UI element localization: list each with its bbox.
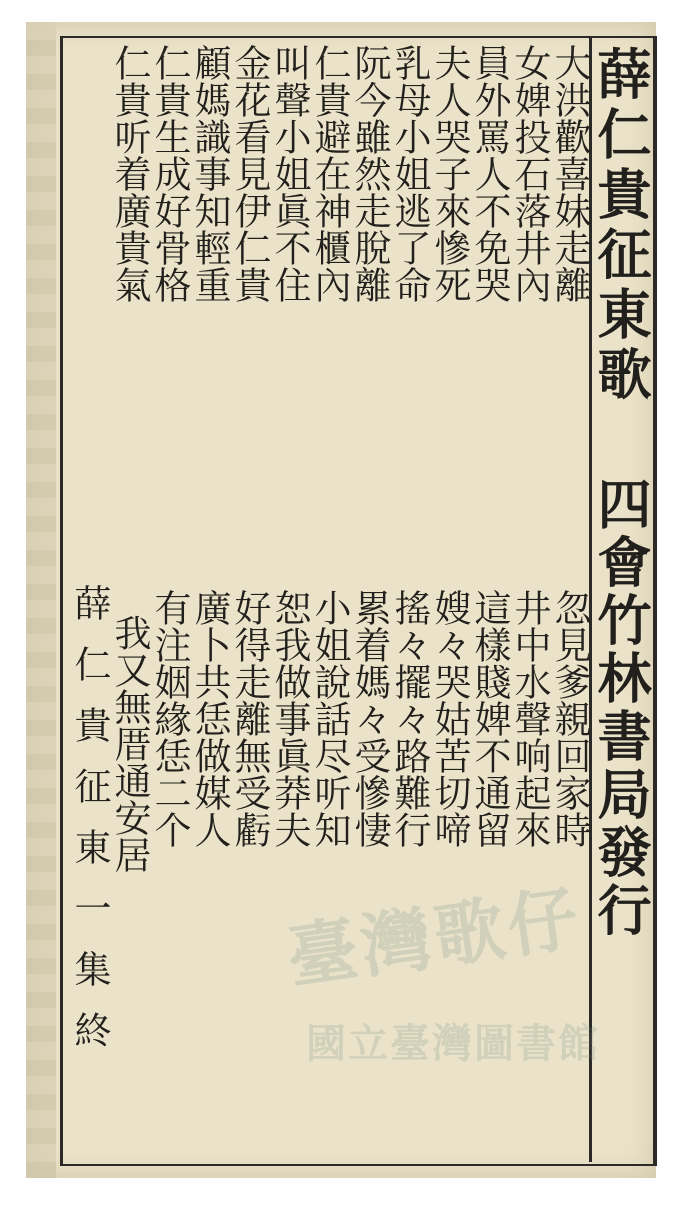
verse-upper: 女婢投石落井內 <box>508 44 551 303</box>
verse-columns <box>66 44 591 1154</box>
verse-lower: 我又無厝通安居 <box>108 614 151 873</box>
verse-column-5 <box>386 44 431 1154</box>
verse-column-6 <box>346 44 391 1154</box>
verse-column-3 <box>466 44 511 1154</box>
verse-column-8 <box>266 44 311 1154</box>
library-watermark: 臺灣歌仔 <box>282 875 588 1000</box>
verse-upper: 仁貴生成好骨格 <box>148 44 191 303</box>
verse-upper: 仁貴避在神櫃內 <box>308 44 351 303</box>
verse-lower: 小姐說話尽听知 <box>308 589 351 848</box>
verse-lower: 累着媽々受慘悽 <box>348 589 391 848</box>
verse-upper: 員外罵人不免哭 <box>468 44 511 303</box>
library-watermark-caption: 國立臺灣圖書館 <box>306 1020 600 1067</box>
verse-column-2 <box>506 44 551 1154</box>
colophon: 薛仁貴征東一集終 <box>68 584 111 1072</box>
verse-lower: 有注姻緣恁二个 <box>148 589 191 848</box>
adjacent-page-edge <box>26 22 56 1178</box>
verse-column-7 <box>306 44 351 1154</box>
verse-lower: 搖々擺々路難行 <box>388 589 431 848</box>
verse-upper: 仁貴听着廣貴氣 <box>108 44 151 303</box>
verse-lower: 忽見爹親回家時 <box>548 589 591 848</box>
verse-lower: 這樣賤婢不通留 <box>468 589 511 848</box>
verse-upper: 叫聲小姐眞不住 <box>268 44 311 303</box>
verse-upper: 金花看見伊仁貴 <box>228 44 271 303</box>
verse-column-12 <box>106 44 151 1154</box>
verse-column-1 <box>546 44 591 1154</box>
verse-lower: 嫂々哭姑苦切啼 <box>428 589 471 848</box>
verse-upper: 夫人哭子來慘死 <box>428 44 471 303</box>
verse-column-4 <box>426 44 471 1154</box>
verse-column-9 <box>226 44 271 1154</box>
verse-upper: 大洪歡喜妹走離 <box>548 44 591 303</box>
verse-upper: 乳母小姐逃了命 <box>388 44 431 303</box>
newspaper-page <box>26 22 656 1178</box>
title-column <box>589 36 653 1162</box>
verse-column-10 <box>186 44 231 1154</box>
verse-lower: 恕我做事眞莽夫 <box>268 589 311 848</box>
publisher-line: 四會竹林書局發行 <box>589 476 653 940</box>
verse-upper: 顧媽識事知輕重 <box>188 44 231 303</box>
verse-lower: 好得走離無受虧 <box>228 589 271 848</box>
verse-lower: 井中水聲响起來 <box>508 589 551 848</box>
song-title: 薛仁貴征東歌 <box>589 46 653 406</box>
verse-column-11 <box>146 44 191 1154</box>
verse-upper: 阮今雖然走脫離 <box>348 44 391 303</box>
verse-lower: 廣卜共恁做媒人 <box>188 589 231 848</box>
colophon-column <box>66 44 111 1154</box>
